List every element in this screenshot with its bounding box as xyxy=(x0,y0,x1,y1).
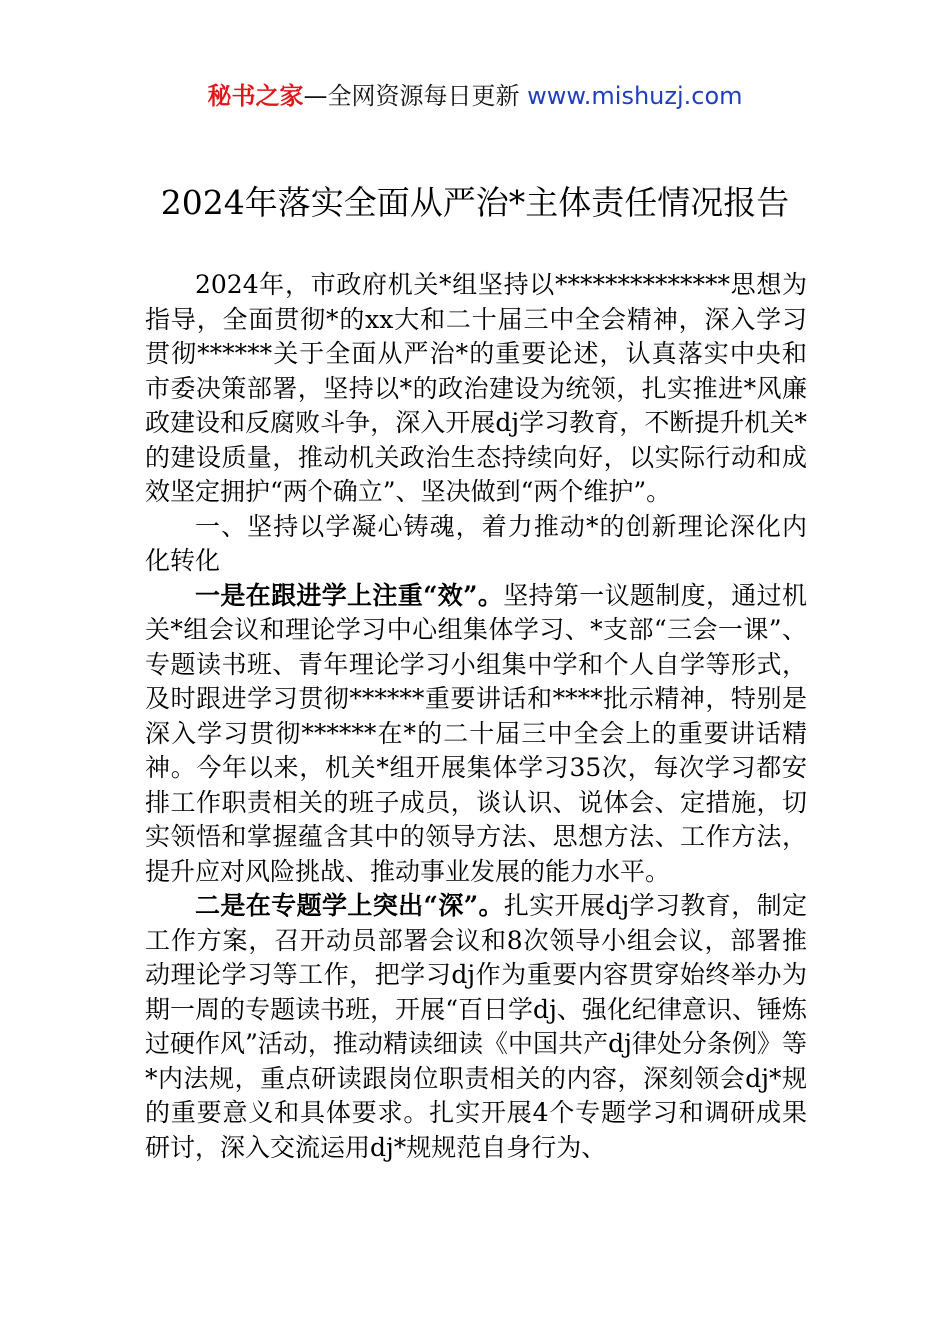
document-title: 2024年落实全面从严治*主体责任情况报告 xyxy=(160,183,790,222)
paragraph-2 xyxy=(145,889,807,1165)
intro-paragraph: 2024年，市政府机关*组坚持以**************思想为指导，全面贯彻*的xx大和二十届三中全会精神，深入学习贯彻******关于全面从严治*的重要论述，认真落实中央和市委决策部署，坚持以*的政治建设为统领，扎实推进*风廉政建设和反腐败斗争，深入开展dj学习教育，不断提升机关*的建设质量，推动机关政治生态持续向好，以实际行动和成效坚定拥护“两个确立”、坚决做到“两个维护”。 xyxy=(145,270,807,506)
paragraph-1-lead: 一是在跟进学上注重“效”。 xyxy=(195,580,504,610)
banner-brand: 秘书之家 xyxy=(207,82,304,110)
paragraph-1 xyxy=(145,579,807,890)
section-1-heading: 一、坚持以学凝心铸魂，着力推动*的创新理论深化内化转化 xyxy=(145,511,807,575)
document-body xyxy=(145,268,807,1165)
paragraph-2-body: 扎实开展dj学习教育，制定工作方案，召开动员部署会议和8次领导小组会议，部署推动理论学习等工作，把学习dj作为重要内容贯穿始终举办为期一周的专题读书班，开展“百日学dj、强化纪律意识、锤炼过硬作风”活动，推动精读细读《中国共产dj律处分条例》等*内法规，重点研读跟岗位职责相关的内容，深刻领会dj*规的重要意义和具体要求。扎实开展4个专题学习和调研成果研讨，深入交流运用dj*规规范自身行为、 xyxy=(145,891,807,1162)
banner-slogan: —全网资源每日更新 xyxy=(303,82,528,110)
paragraph-2-lead: 二是在专题学上突出“深”。 xyxy=(195,891,504,920)
site-banner xyxy=(0,80,950,112)
banner-url-link[interactable]: www.mishuzj.com xyxy=(527,82,743,110)
paragraph-1-body: 坚持第一议题制度，通过机关*组会议和理论学习中心组集体学习、*支部“三会一课”、专题读书班、青年理论学习小组集中学和个人自学等形式，及时跟进学习贯彻******重要讲话和****批示精神，特别是深入学习贯彻******在*的二十届三中全会上的重要讲话精神。今年以来，机关*组开展集体学习35次，每次学习都安排工作职责相关的班子成员，谈认识、说体会、定措施，切实领悟和掌握蕴含其中的领导方法、思想方法、工作方法，提升应对风险挑战、推动事业发展的能力水平。 xyxy=(145,580,807,886)
